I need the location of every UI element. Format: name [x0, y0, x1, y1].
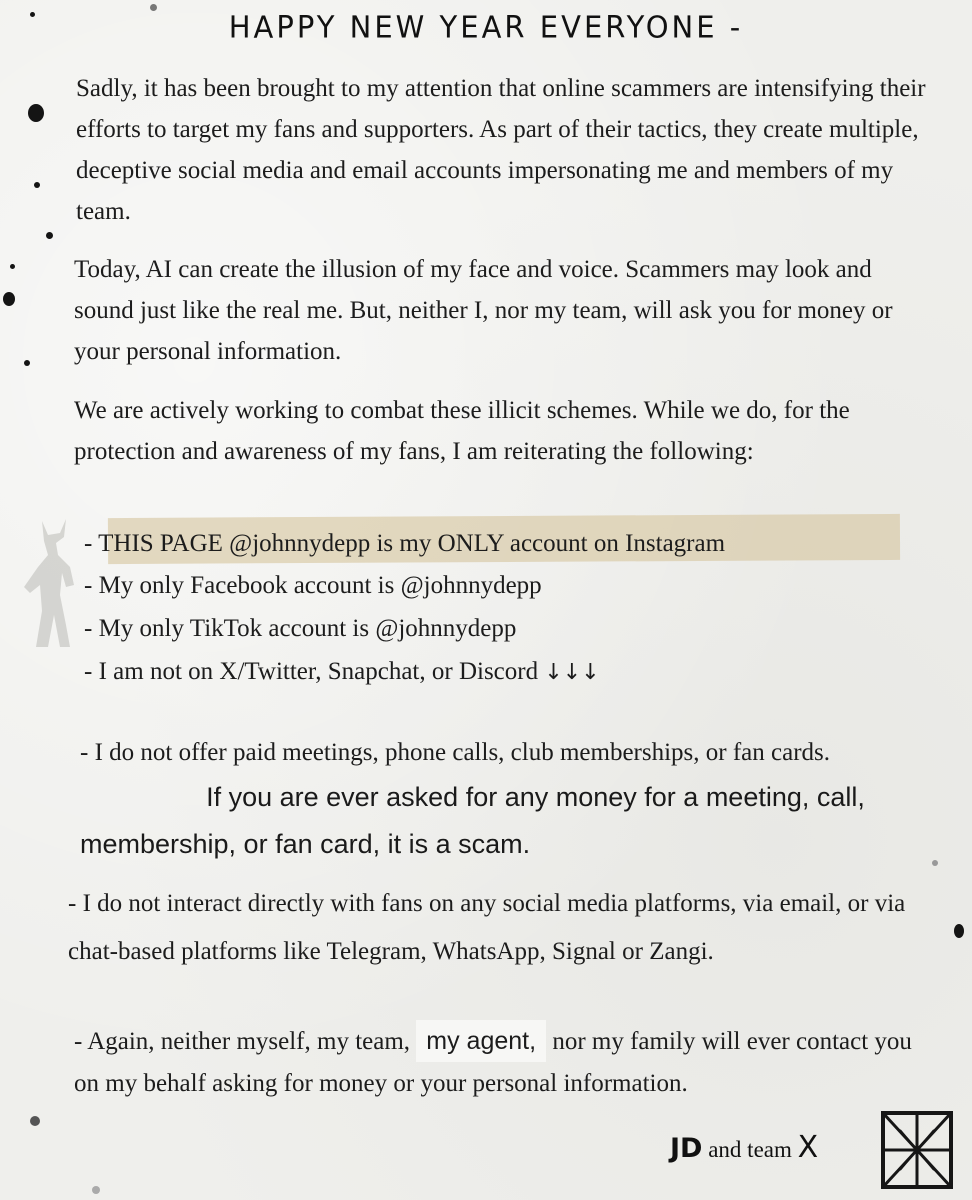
arrows-down-icon: ↓↓↓ [544, 660, 600, 685]
page-title: HAPPY NEW YEAR EVERYONE - [228, 9, 744, 45]
paragraph-reiteration: We are actively working to combat these illicit schemes. While we do, for the protection and awareness of my fans, I am reiterating the following: [74, 397, 850, 465]
ink-splatter [3, 292, 15, 306]
account-facebook: - My only Facebook account is @johnnydepp [84, 572, 542, 599]
ink-splatter [28, 104, 44, 122]
paragraph-again-neither [74, 1020, 934, 1105]
again-text-after: nor my family will ever contact you on my behalf asking for money or your personal information. [74, 1028, 912, 1097]
silhouette-figure-icon [20, 515, 90, 655]
ink-splatter [46, 232, 53, 239]
account-not-on-text: - I am not on X/Twitter, Snapchat, or Discord [84, 658, 539, 685]
paragraph-scam-warning: Sadly, it has been brought to my attention that online scammers are intensifying their efforts to target my fans and supporters. As part of their tactics, they create multiple, deceptive social media and email accounts impersonating me and members of my team. [76, 75, 926, 225]
paragraph-no-paid-meetings: - I do not offer paid meetings, phone calls, club memberships, or fan cards. [80, 739, 831, 766]
paragraph-ai-warning: Today, AI can create the illusion of my face and voice. Scammers may look and sound just like the real me. But, neither I, nor my team, will ask you for money or your personal information. [74, 256, 893, 365]
signature-mark: X [797, 1130, 819, 1165]
again-text-before: - Again, neither myself, my team, [74, 1028, 411, 1055]
account-tiktok: - My only TikTok account is @johnnydepp [84, 615, 517, 642]
ink-splatter [30, 1116, 40, 1126]
signature [670, 1130, 818, 1165]
signature-initials: JD [670, 1133, 703, 1164]
ink-splatter [24, 360, 30, 366]
my-agent-label: my agent, [416, 1020, 546, 1062]
signature-text: and team [708, 1137, 792, 1162]
scam-notice-text: If you are ever asked for any money for a meeting, call, membership, or fan card, it is a scam. [80, 782, 865, 859]
account-instagram: - THIS PAGE @johnnydepp is my ONLY account on Instagram [84, 530, 726, 557]
paragraph-no-direct-contact: - I do not interact directly with fans on any social media platforms, via email, or via chat-based platforms like Telegram, WhatsApp, Signal or Zangi. [68, 890, 906, 965]
ink-splatter [92, 1186, 100, 1194]
ink-splatter [954, 924, 964, 938]
ink-splatter [34, 182, 40, 188]
seal-stamp-icon [880, 1110, 954, 1190]
paragraph-scam-notice [80, 774, 940, 868]
ink-splatter [10, 264, 15, 269]
account-not-on-list [84, 656, 600, 689]
